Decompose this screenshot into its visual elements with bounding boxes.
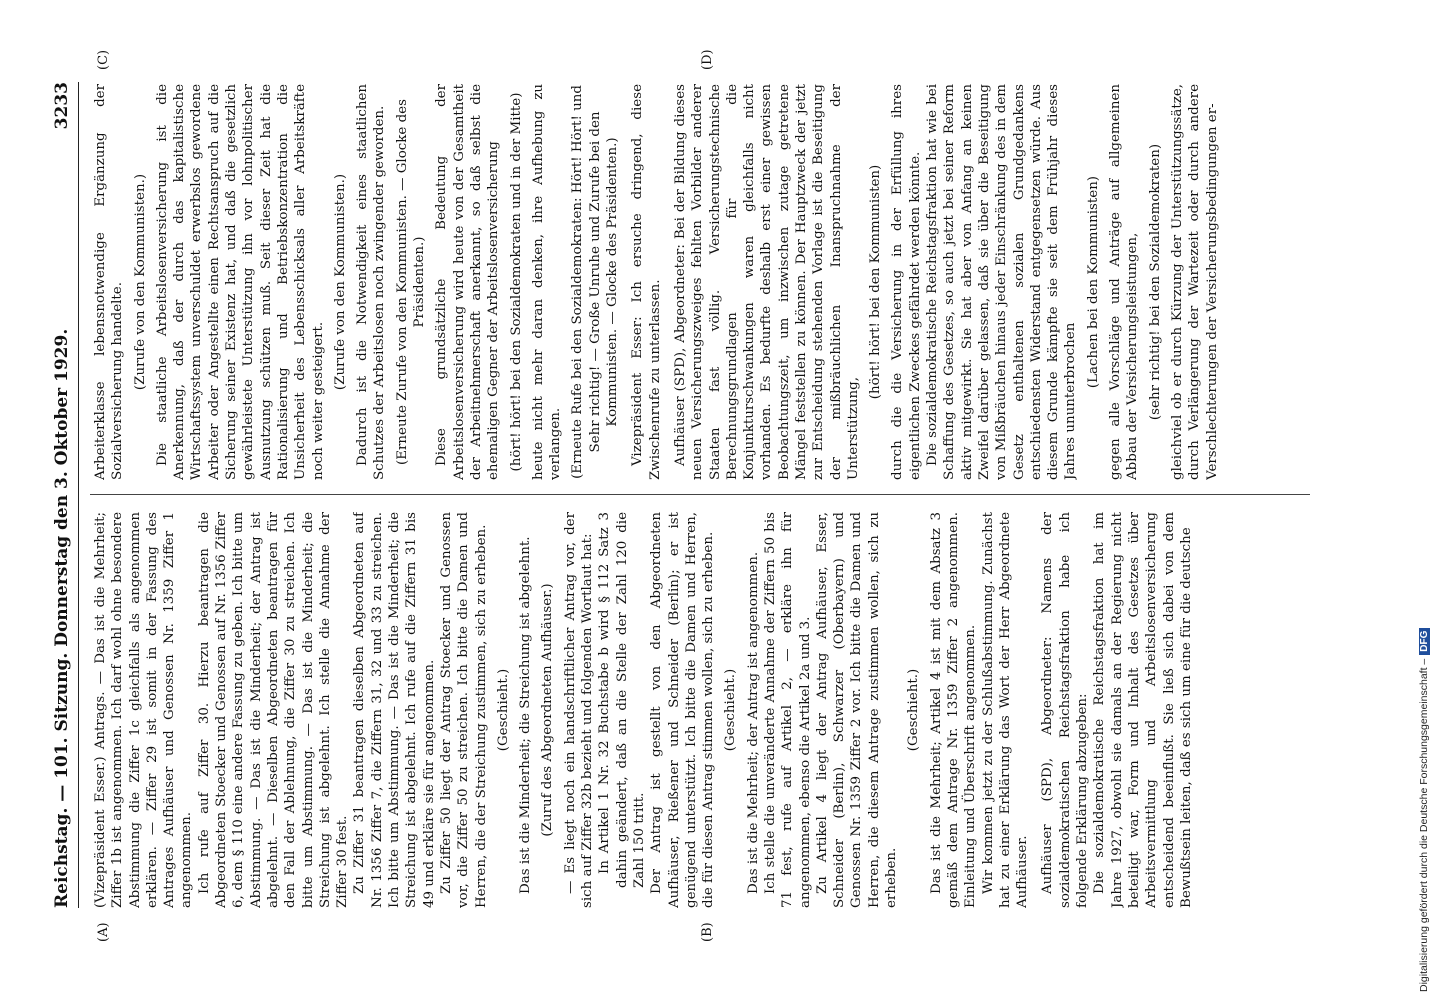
paragraph: Das ist die Mehrheit; der Antrag ist angenommen. [745, 551, 761, 894]
paragraph: Ich rufe auf Ziffer 30. Hierzu beantragen die Abgeordneten Stoecker und Genossen auf Nr. 1356 Ziffer 6, dem § 110 eine andere Fassung zu geben. Ich bitte um Abstimmung. — Das ist die Minderheit; der Antrag ist abgelehnt. — Dieselben Abgeordneten beantragen für den Fall der Ablehnung, die Ziffer 30 zu streichen. Ich bitte um Abstimmung. — Das ist die Minderheit; die Streichung ist abgelehnt. Ich stelle die Annahme der Ziffer 30 fest. [196, 512, 351, 908]
interjection: (hört! hört! bei den Kommunisten) [868, 164, 884, 400]
left-column [92, 512, 1322, 908]
paragraph: Der Antrag ist gestellt von den Abgeordneten Aufhäuser, Rießener und Schneider (Berlin); er ist genügend unterstützt. Ich bitte die Damen und Herren, die für diesen Antrag stimmen wollen, sich zu erheben. [649, 512, 717, 908]
paragraph: Diese grundsätzliche Bedeutung der Arbeitslosenversicherung wird heute von der Gesamtheit der Arbeitnehmerschaft anerkannt, so daß selbst die ehemaligen Gegner der Arbeitslosenversicherung [434, 84, 502, 480]
margin-marker-a: (A) [96, 922, 111, 942]
paragraph: heute nicht mehr daran denken, ihre Aufhebung zu verlangen. [530, 84, 564, 480]
margin-marker-c: (C) [96, 49, 111, 70]
margin-marker-b: (B) [700, 922, 715, 942]
interjection: (Erneute Rufe bei den Sozialdemokraten: Hört! Hört! und Sehr richtig! — Große Unruhe und Zurufe bei den Kommunisten. — Glocke des Präsidenten.) [570, 85, 621, 479]
paragraph: Zu Artikel 4 liegt der Antrag Aufhäuser, Esser, Schneider (Berlin), Schwarzer (Oberbayern) und Genossen Nr. 1359 Ziffer 2 vor. Ich bitte die Damen und Herren, die diesem Antrage zustimmen wollen, sich zu erheben. [814, 512, 900, 908]
page-header [52, 82, 74, 908]
paragraph: Dadurch ist die Notwendigkeit eines staatlichen Schutzes der Arbeitslosen noch zwingender geworden. [355, 84, 388, 480]
interjection: (Geschieht.) [495, 668, 511, 752]
paragraph: gegen alle Vorschläge und Anträge auf allgemeinen Abbau der Versicherungsleistungen, [1108, 84, 1141, 480]
paragraph: Ich stelle die unveränderte Annahme der Ziffern 50 bis 71 fest, rufe auf Artikel 2, — erkläre ihn für angenommen, ebenso die Artikel 2a und 3. [762, 512, 813, 908]
quoted-motion: In Artikel 1 Nr. 32 Buchstabe b wird § 112 Satz 3 dahin geändert, daß an die Stelle der Zahl 120 die Zahl 150 tritt. [597, 512, 647, 888]
right-column [92, 84, 1322, 480]
speaker-paragraph: Vizepräsident Esser: Ich ersuche dringend, diese Zwischenrufe zu unterlassen. [630, 84, 663, 480]
interjection: (Lachen bei den Kommunisten) [1085, 175, 1101, 389]
paragraph: gleichviel ob er durch Kürzung der Unterstützungssätze, durch Verlängerung der Wartezeit oder durch andere Verschlechterungen der Versicherungsbedingungen er- [1169, 84, 1220, 480]
paragraph: Das ist die Minderheit; die Streichung ist abgelehnt. [518, 536, 534, 894]
interjection: (Geschieht.) [723, 668, 739, 752]
column-divider [90, 494, 1310, 495]
margin-marker-d: (D) [700, 49, 715, 70]
paragraph: durch die die Versicherung in der Erfüllung ihres eigentlichen Zweckes gefährdet werden könnte. [890, 84, 923, 480]
paragraph: Wir kommen jetzt zu der Schlußabstimmung. Zunächst hat zu einer Erklärung das Wort der Herr Abgeordnete Aufhäuser. [980, 512, 1031, 908]
paragraph: Zu Ziffer 50 liegt der Antrag Stoecker und Genossen vor, die Ziffer 50 zu streichen. Ich bitte die Damen und Herren, die der Streichung zustimmen, sich zu erheben. [438, 512, 489, 908]
dfg-sidebar [1418, 8, 1432, 992]
interjection: (Zuruf des Abgeordneten Aufhäuser.) [540, 583, 556, 837]
paragraph: Zu Ziffer 31 beantragen dieselben Abgeordneten auf Nr. 1356 Ziffer 7, die Ziffern 31, 32 und 33 zu streichen. Ich bitte um Abstimmung. — Das ist die Minderheit; die Streichung ist abgelehnt. Ich rufe auf die Ziffern 31 bis 49 und erkläre sie für angenommen. [352, 512, 437, 908]
paragraph: Die sozialdemokratische Reichstagsfraktion hat im Jahre 1927, obwohl sie damals an der Regierung nicht beteiligt war, Form und Inhalt des Gesetzes über Arbeitsvermittlung und Arbeitslosenversicherung entscheidend beeinflußt. Sie ließ sich dabei von dem Bewußtsein leiten, daß es sich um eine für die deutsche [1092, 512, 1194, 908]
header-title: Reichstag. — 101. Sitzung. Donnerstag den 3. Oktober 1929. [52, 328, 72, 908]
dfg-logo: DFG [1419, 628, 1430, 655]
interjection: (sehr richtig! bei den Sozialdemokraten) [1147, 143, 1163, 421]
interjection: (Erneute Zurufe von den Kommunisten. — Glocke des Präsidenten.) [394, 99, 428, 465]
paragraph: Die sozialdemokratische Reichstagsfraktion hat wie bei Schaffung des Gesetzes, so auch jetzt bei seiner Reform aktiv mitgewirkt. Sie hat aber von Anfang an keinen Zweifel darüber gelassen, daß sie über die Beseitigung von Mißbräuchen hinaus jeder Einschränkung des in dem Gesetz enthaltenen sozialen Grundgedankens entschiedensten Widerstand entgegensetzen würde. Aus diesem Grunde kämpfte sie seit dem Frühjahr dieses Jahres ununterbrochen [925, 84, 1079, 480]
interjection: (hört! hört! bei den Sozialdemokraten und in der Mitte) [508, 92, 524, 472]
paragraph: Arbeiterklasse lebensnotwendige Ergänzung der Sozialversicherung handelte. [93, 84, 126, 480]
paragraph: Die staatliche Arbeitslosenversicherung ist die Anerkennung, daß der durch das kapitalistische Wirtschaftssystem unverschuldet erwerbslos gewordene Arbeiter oder Angestellte einen Rechtsanspruch auf die Sicherung seiner Existenz hat, und daß die gesetzlich gewährleistete Unterstützung ihn vor lohnpolitischer Ausnutzung schützen muß. Seit dieser Zeit hat die Rationalisierung und Betriebskonzentration die Unsicherheit des Lebensschicksals aller Arbeitskräfte noch weiter gesteigert. [154, 84, 326, 480]
interjection: (Zurufe von den Kommunisten.) [332, 173, 348, 391]
interjection: (Geschieht.) [906, 668, 922, 752]
page-number: 3233 [52, 82, 72, 130]
paragraph: Das ist die Mehrheit; Artikel 4 ist mit dem Absatz 3 gemäß dem Antrage Nr. 1359 Ziffer 2 angenommen. Einleitung und Überschrift angenommen. [928, 512, 979, 908]
paragraph: — Es liegt noch ein handschriftlicher Antrag vor, der sich auf Ziffer 32b bezieht und folgenden Wortlaut hat: [562, 512, 596, 908]
speaker-paragraph: Aufhäuser (SPD), Abgeordneter: Bei der Bildung dieses neuen Versicherungszweiges fehlten Vorbilder anderer Staaten fast völlig. Versicherungstechnische Berechnungsgrundlagen für die Konjunkturschwankungen waren gleichfalls nicht vorhanden. Es bedurfte deshalb erst einer gewissen Beobachtungszeit, um inzwischen zutage getretene Mängel feststellen zu können. Der Hauptzweck der jetzt zur Entscheidung stehenden Vorlage ist die Beseitigung der mißbräuchlichen Inanspruchnahme der Unterstützung, [672, 84, 861, 480]
interjection: (Zurufe von den Kommunisten.) [132, 173, 148, 391]
speaker-paragraph: Aufhäuser (SPD), Abgeordneter: Namens der sozialdemokratischen Reichstagsfraktion habe ich folgende Erklärung abzugeben: [1040, 512, 1091, 908]
paragraph: (Vizepräsident Esser.) Antrags. — Das ist die Mehrheit; Ziffer 1b ist angenommen. Ich darf wohl ohne besondere Abstimmung die Ziffer 1c gleichfalls als angenommen erklären. — Ziffer 29 ist somit in der Fassung des Antrages Aufhäuser und Genossen Nr. 1359 Ziffer 1 angenommen. [93, 512, 195, 908]
sidebar-credit: Digitalisierung gefördert durch die Deutsche Forschungsgemeinschaft – [1418, 658, 1430, 992]
